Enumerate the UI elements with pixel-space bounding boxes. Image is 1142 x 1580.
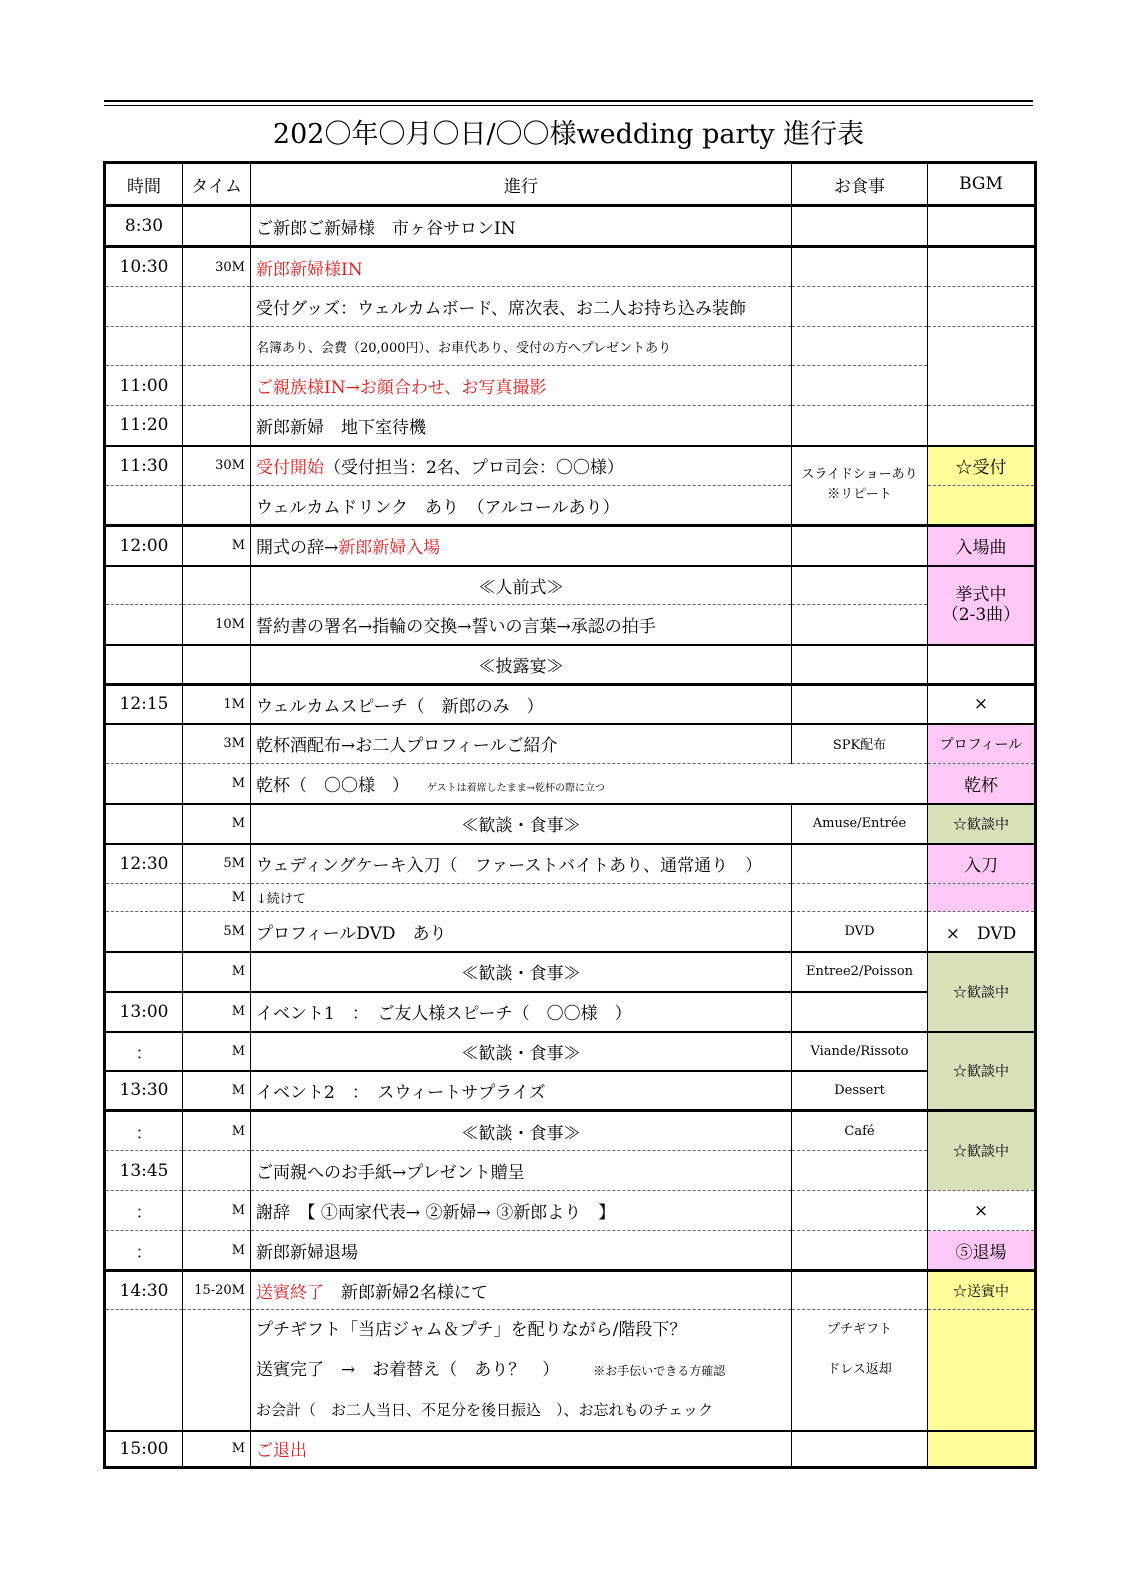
table-row — [105, 605, 1036, 645]
table-row — [105, 1071, 1036, 1111]
bgm-cell: ☆歓談中 — [928, 952, 1036, 1032]
bgm-cell — [928, 884, 1036, 912]
duration-cell — [183, 566, 251, 605]
time-cell — [105, 804, 183, 844]
bgm-cell — [928, 287, 1036, 327]
program-cell: 謝辞 【 ①両家代表→ ②新婦→ ③新郎より 】 — [251, 1191, 792, 1231]
food-cell: Entree2/Poisson — [792, 952, 928, 992]
program-cell: 新郎新婦退場 — [251, 1231, 792, 1271]
table-row — [105, 1111, 1036, 1151]
top-rule-thin — [104, 105, 1033, 106]
food-cell — [792, 1191, 928, 1231]
time-cell: ： — [105, 1111, 183, 1151]
food-cell — [792, 446, 928, 526]
time-cell: ： — [105, 1191, 183, 1231]
program-line — [256, 1350, 786, 1390]
program-cell: イベント2 ： スウィートサプライズ — [251, 1071, 792, 1111]
food-cell — [792, 1310, 928, 1432]
time-cell: 12:15 — [105, 685, 183, 724]
food-cell: DVD — [792, 912, 928, 952]
header-row — [105, 163, 1036, 206]
time-cell: 11:20 — [105, 406, 183, 446]
program-text: 乾杯（ 〇〇様 ） — [256, 775, 409, 796]
bgm-cell: 入刀 — [928, 844, 1036, 884]
table-row — [105, 992, 1036, 1032]
time-cell — [105, 952, 183, 992]
table-row — [105, 952, 1036, 992]
duration-cell — [183, 406, 251, 446]
duration-cell: M — [183, 1071, 251, 1111]
duration-cell: M — [183, 1111, 251, 1151]
table-row — [105, 1191, 1036, 1231]
table-row — [105, 446, 1036, 486]
bgm-cell — [928, 206, 1036, 247]
food-cell — [792, 1271, 928, 1310]
header-bgm: BGM — [928, 163, 1036, 206]
duration-cell: 3M — [183, 724, 251, 764]
table-row — [105, 1271, 1036, 1310]
program-cell: 新郎新婦 地下室待機 — [251, 406, 792, 446]
program-cell — [251, 1310, 792, 1432]
bgm-cell — [928, 1431, 1036, 1467]
table-row — [105, 804, 1036, 844]
table-row — [105, 206, 1036, 247]
program-cell: 名簿あり、会費（20,000円）、お車代あり、受付の方へプレゼントあり — [251, 327, 792, 366]
time-cell: ： — [105, 1231, 183, 1271]
program-highlight: 受付開始 — [256, 458, 324, 479]
program-cell: ↓続けて — [251, 884, 792, 912]
duration-cell: M — [183, 884, 251, 912]
duration-cell — [183, 206, 251, 247]
duration-cell: 30M — [183, 446, 251, 486]
time-cell: 11:30 — [105, 446, 183, 486]
time-cell — [105, 327, 183, 366]
time-cell — [105, 884, 183, 912]
time-cell — [105, 764, 183, 804]
duration-cell: 15-20M — [183, 1271, 251, 1310]
bgm-cell: × — [928, 685, 1036, 724]
food-cell — [792, 206, 928, 247]
bgm-cell: ⑤退場 — [928, 1231, 1036, 1271]
table-row — [105, 912, 1036, 952]
schedule-table — [103, 161, 1037, 1469]
program-text: 開式の辞→ — [256, 538, 339, 559]
bgm-cell — [928, 247, 1036, 287]
top-rule — [104, 100, 1033, 102]
time-cell: 13:45 — [105, 1151, 183, 1191]
bgm-cell: 入場曲 — [928, 526, 1036, 566]
bgm-cell: プロフィール — [928, 724, 1036, 764]
duration-cell — [183, 486, 251, 526]
bgm-cell — [928, 486, 1036, 526]
table-row — [105, 1151, 1036, 1191]
time-cell — [105, 486, 183, 526]
header-duration: タイム — [183, 163, 251, 206]
food-cell — [792, 1151, 928, 1191]
food-cell — [792, 1431, 928, 1467]
time-cell — [105, 912, 183, 952]
time-cell — [105, 1310, 183, 1432]
table-row — [105, 1310, 1036, 1432]
header-program: 進行 — [251, 163, 792, 206]
food-cell — [792, 287, 928, 327]
time-cell — [105, 287, 183, 327]
food-cell — [792, 566, 928, 605]
program-cell — [251, 526, 792, 566]
time-cell — [105, 566, 183, 605]
program-cell — [251, 1271, 792, 1310]
bgm-cell — [928, 645, 1036, 685]
duration-cell: 10M — [183, 605, 251, 645]
table-row — [105, 724, 1036, 764]
bgm-cell: × DVD — [928, 912, 1036, 952]
bgm-cell: ☆歓談中 — [928, 1111, 1036, 1191]
table-row — [105, 287, 1036, 327]
food-cell — [792, 844, 928, 884]
food-line: ※リピート — [827, 487, 892, 503]
time-cell: 12:00 — [105, 526, 183, 566]
table-row — [105, 406, 1036, 446]
table-row — [105, 366, 1036, 406]
duration-cell: M — [183, 992, 251, 1032]
table-row — [105, 1431, 1036, 1467]
bgm-line: 挙式中 — [955, 585, 1007, 605]
time-cell — [105, 724, 183, 764]
bgm-cell: ☆歓談中 — [928, 1032, 1036, 1111]
table-row — [105, 645, 1036, 685]
duration-cell: 30M — [183, 247, 251, 287]
food-cell — [792, 884, 928, 912]
food-cell — [792, 605, 928, 645]
food-cell — [792, 685, 928, 724]
program-cell: 新郎新婦様IN — [251, 247, 792, 287]
program-cell: ウェルカムスピーチ（ 新郎のみ ） — [251, 685, 792, 724]
duration-cell — [183, 1151, 251, 1191]
program-cell: ≪披露宴≫ — [251, 645, 792, 685]
food-cell — [792, 526, 928, 566]
program-cell — [251, 764, 928, 804]
table-row — [105, 844, 1036, 884]
table-row — [105, 764, 1036, 804]
duration-cell: M — [183, 1231, 251, 1271]
food-cell: Amuse/Entrée — [792, 804, 928, 844]
program-note: ※お手伝いできる方確認 — [593, 1364, 726, 1378]
bgm-cell — [928, 406, 1036, 446]
duration-cell: M — [183, 804, 251, 844]
table-row — [105, 327, 1036, 366]
duration-cell — [183, 645, 251, 685]
program-cell: ご親族様IN→お顔合わせ、お写真撮影 — [251, 366, 792, 406]
program-cell: ≪歓談・食事≫ — [251, 952, 792, 992]
program-cell: 誓約書の署名→指輪の交換→誓いの言葉→承認の拍手 — [251, 605, 792, 645]
program-line: お会計（ お二人当日、不足分を後日振込 ）、お忘れものチェック — [256, 1401, 714, 1419]
time-cell: 15:00 — [105, 1431, 183, 1467]
duration-cell: 1M — [183, 685, 251, 724]
program-cell: ご新郎ご新婦様 市ヶ谷サロンIN — [251, 206, 792, 247]
food-cell: Viande/Rissoto — [792, 1032, 928, 1071]
program-cell: ウェディングケーキ入刀（ ファーストバイトあり、通常通り ） — [251, 844, 792, 884]
program-cell: ≪人前式≫ — [251, 566, 792, 605]
bgm-cell: ☆受付 — [928, 446, 1036, 486]
food-cell — [792, 645, 928, 685]
food-cell — [792, 247, 928, 287]
program-text: 新郎新婦2名様にて — [324, 1283, 488, 1303]
time-cell: 10:30 — [105, 247, 183, 287]
time-cell — [105, 645, 183, 685]
food-line: スライドショーあり — [801, 467, 918, 483]
food-cell — [792, 327, 928, 366]
bgm-cell: 乾杯 — [928, 764, 1036, 804]
duration-cell: M — [183, 952, 251, 992]
duration-cell — [183, 287, 251, 327]
program-text: 送賓完了 → お着替え（ あり？ ） — [256, 1360, 560, 1380]
program-cell: ≪歓談・食事≫ — [251, 1032, 792, 1071]
duration-cell: 5M — [183, 844, 251, 884]
bgm-cell: ☆歓談中 — [928, 804, 1036, 844]
program-highlight: 新郎新婦入場 — [338, 538, 441, 559]
food-cell — [792, 1231, 928, 1271]
duration-cell — [183, 327, 251, 366]
food-cell — [792, 366, 928, 406]
program-cell: プロフィールDVD あり — [251, 912, 792, 952]
program-highlight: 送賓終了 — [256, 1283, 324, 1303]
program-cell: イベント1 ： ご友人様スピーチ（ 〇〇様 ） — [251, 992, 792, 1032]
program-cell: ≪歓談・食事≫ — [251, 804, 792, 844]
food-line: プチギフト — [826, 1322, 892, 1337]
food-cell: Café — [792, 1111, 928, 1151]
time-cell: 8:30 — [105, 206, 183, 247]
program-cell: ウェルカムドリンク あり （アルコールあり） — [251, 486, 792, 526]
table-row — [105, 884, 1036, 912]
food-cell: Dessert — [792, 1071, 928, 1111]
bgm-cell — [928, 1310, 1036, 1432]
duration-cell: M — [183, 1431, 251, 1467]
table-row — [105, 526, 1036, 566]
duration-cell — [183, 1310, 251, 1432]
food-cell: SPK配布 — [792, 724, 928, 764]
table-row — [105, 1231, 1036, 1271]
duration-cell: M — [183, 1191, 251, 1231]
program-cell: 受付グッズ：ウェルカムボード、席次表、お二人お持ち込み装飾 — [251, 287, 792, 327]
bgm-cell: × — [928, 1191, 1036, 1231]
duration-cell: M — [183, 1032, 251, 1071]
program-cell: ≪歓談・食事≫ — [251, 1111, 792, 1151]
time-cell: ： — [105, 1032, 183, 1071]
food-cell — [792, 992, 928, 1032]
food-cell — [792, 406, 928, 446]
program-cell: ご両親へのお手紙→プレゼント贈呈 — [251, 1151, 792, 1191]
table-row — [105, 685, 1036, 724]
time-cell: 13:30 — [105, 1071, 183, 1111]
time-cell: 12:30 — [105, 844, 183, 884]
time-cell: 11:00 — [105, 366, 183, 406]
bgm-cell: ☆送賓中 — [928, 1271, 1036, 1310]
time-cell: 13:00 — [105, 992, 183, 1032]
duration-cell: 5M — [183, 912, 251, 952]
duration-cell: M — [183, 526, 251, 566]
program-cell: 乾杯酒配布→お二人プロフィールご紹介 — [251, 724, 792, 764]
time-cell — [105, 605, 183, 645]
bgm-line: （2-3曲） — [941, 605, 1021, 625]
food-line: ドレス返却 — [827, 1362, 892, 1377]
table-row — [105, 247, 1036, 287]
program-line: プチギフト「当店ジャム＆プチ」を配りながら/階段下？ — [256, 1320, 687, 1340]
bgm-cell — [928, 327, 1036, 406]
table-row — [105, 566, 1036, 605]
program-note: ゲストは着席したまま→乾杯の際に立つ — [427, 782, 605, 794]
table-row — [105, 1032, 1036, 1071]
duration-cell — [183, 366, 251, 406]
program-text: （受付担当：2名、プロ司会：〇〇様） — [324, 458, 624, 479]
bgm-cell — [928, 566, 1036, 645]
program-cell — [251, 446, 792, 486]
header-food: お食事 — [792, 163, 928, 206]
header-time: 時間 — [105, 163, 183, 206]
page-title: 202〇年〇月〇日/〇〇様wedding party 進行表 — [272, 119, 865, 150]
time-cell: 14:30 — [105, 1271, 183, 1310]
program-cell: ご退出 — [251, 1431, 792, 1467]
duration-cell: M — [183, 764, 251, 804]
